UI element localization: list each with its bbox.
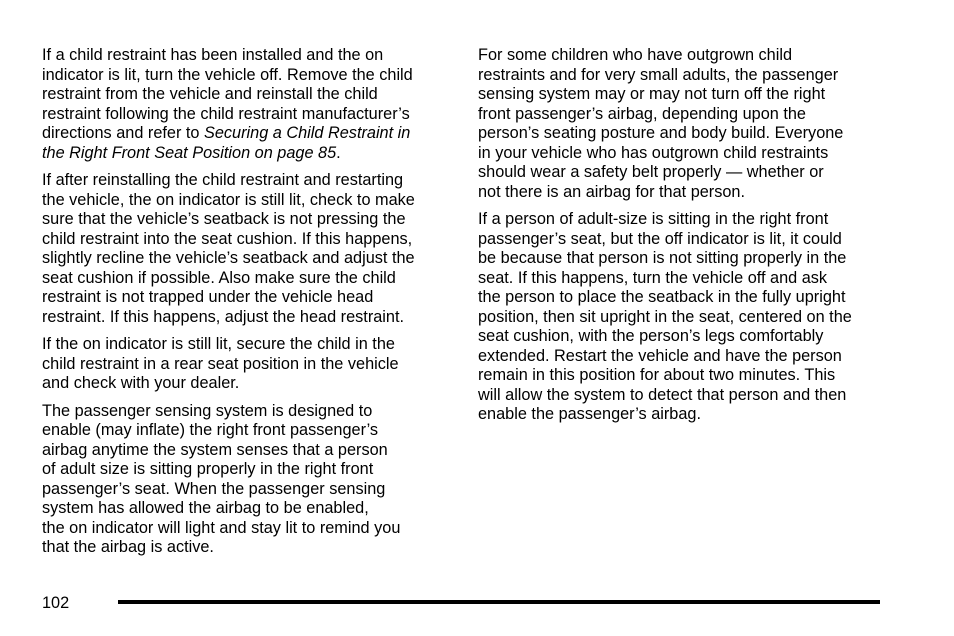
text-line: and check with your dealer. <box>42 374 240 392</box>
text-line: restraint from the vehicle and reinstall the child <box>42 85 378 103</box>
text-line: position, then sit upright in the seat, centered on the <box>478 307 852 326</box>
left-column <box>42 46 444 566</box>
text-line: child restraint in a rear seat position in the vehicle <box>42 354 399 373</box>
text-run: directions and refer to <box>42 124 204 142</box>
text-line: enable the passenger’s airbag. <box>478 405 701 423</box>
text-run: . <box>336 143 341 162</box>
text-line: of adult size is sitting properly in the right front <box>42 460 374 478</box>
text-line: restraint is not trapped under the vehicle head <box>42 288 374 306</box>
paragraph-adult-size-off-indicator <box>478 210 883 425</box>
text-line: not there is an airbag for that person. <box>478 182 745 201</box>
text-line: passenger’s seat, but the off indicator is lit, it could <box>478 229 842 248</box>
text-line: that the airbag is active. <box>42 538 214 556</box>
text-line: airbag anytime the system senses that a person <box>42 440 388 459</box>
text-line: seat cushion, with the person’s legs comfortably <box>478 327 824 345</box>
text-line: in your vehicle who has outgrown child restraints <box>478 143 829 162</box>
text-line: indicator is lit, turn the vehicle off. Remove the child <box>42 65 413 84</box>
text-line <box>42 144 444 164</box>
text-line: sure that the vehicle’s seatback is not pressing the <box>42 210 406 228</box>
text-line: restraint. If this happens, adjust the head restraint. <box>42 307 405 326</box>
text-line: restraint following the child restraint manufacturer’s <box>42 104 410 123</box>
text-line: remain in this position for about two minutes. This <box>478 366 836 384</box>
paragraph-still-lit-check-seatback <box>42 171 444 327</box>
page-number: 102 <box>42 594 70 612</box>
text-line: should wear a safety belt properly — whether or <box>478 163 824 181</box>
text-line: sensing system may or may not turn off the right <box>478 85 826 103</box>
text-line: the vehicle, the on indicator is still lit, check to make <box>42 190 415 209</box>
text-line: If a child restraint has been installed and the on <box>42 46 384 64</box>
text-line: person’s seating posture and body build. Everyone <box>478 124 844 142</box>
text-line: seat. If this happens, turn the vehicle off and ask <box>478 268 828 287</box>
text-line: The passenger sensing system is designed to <box>42 401 373 420</box>
text-line: the on indicator will light and stay lit to remind you <box>42 518 401 537</box>
paragraph-reinstall-child-restraint <box>42 46 444 163</box>
text-line: the person to place the seatback in the fully upright <box>478 288 846 306</box>
paragraph-outgrown-child-restraints <box>478 46 883 202</box>
cross-reference-link[interactable]: the Right Front Seat Position on page 85 <box>42 143 337 162</box>
text-line: child restraint into the seat cushion. If this happens, <box>42 229 413 248</box>
text-line: enable (may inflate) the right front passenger’s <box>42 421 379 439</box>
text-line: system has allowed the airbag to be enabled, <box>42 499 369 517</box>
text-line: slightly recline the vehicle’s seatback and adjust the <box>42 249 415 267</box>
footer-divider <box>118 600 880 604</box>
text-line: will allow the system to detect that person and then <box>478 385 847 404</box>
text-line: If after reinstalling the child restraint and restarting <box>42 171 404 189</box>
paragraph-sensing-system-enable <box>42 402 444 558</box>
text-line <box>42 124 444 144</box>
text-line: seat cushion if possible. Also make sure the child <box>42 268 396 287</box>
paragraph-rear-seat-dealer <box>42 335 444 394</box>
text-line: be because that person is not sitting properly in the <box>478 249 847 267</box>
text-line: front passenger’s airbag, depending upon the <box>478 104 806 123</box>
text-line: passenger’s seat. When the passenger sensing <box>42 479 386 498</box>
text-line: If a person of adult-size is sitting in the right front <box>478 210 829 228</box>
cross-reference-link[interactable]: Securing a Child Restraint in <box>204 124 411 142</box>
right-column <box>478 46 883 433</box>
text-line: For some children who have outgrown child <box>478 46 793 64</box>
text-line: restraints and for very small adults, the passenger <box>478 65 839 84</box>
text-line: extended. Restart the vehicle and have the person <box>478 346 842 365</box>
text-line: If the on indicator is still lit, secure the child in the <box>42 335 395 353</box>
